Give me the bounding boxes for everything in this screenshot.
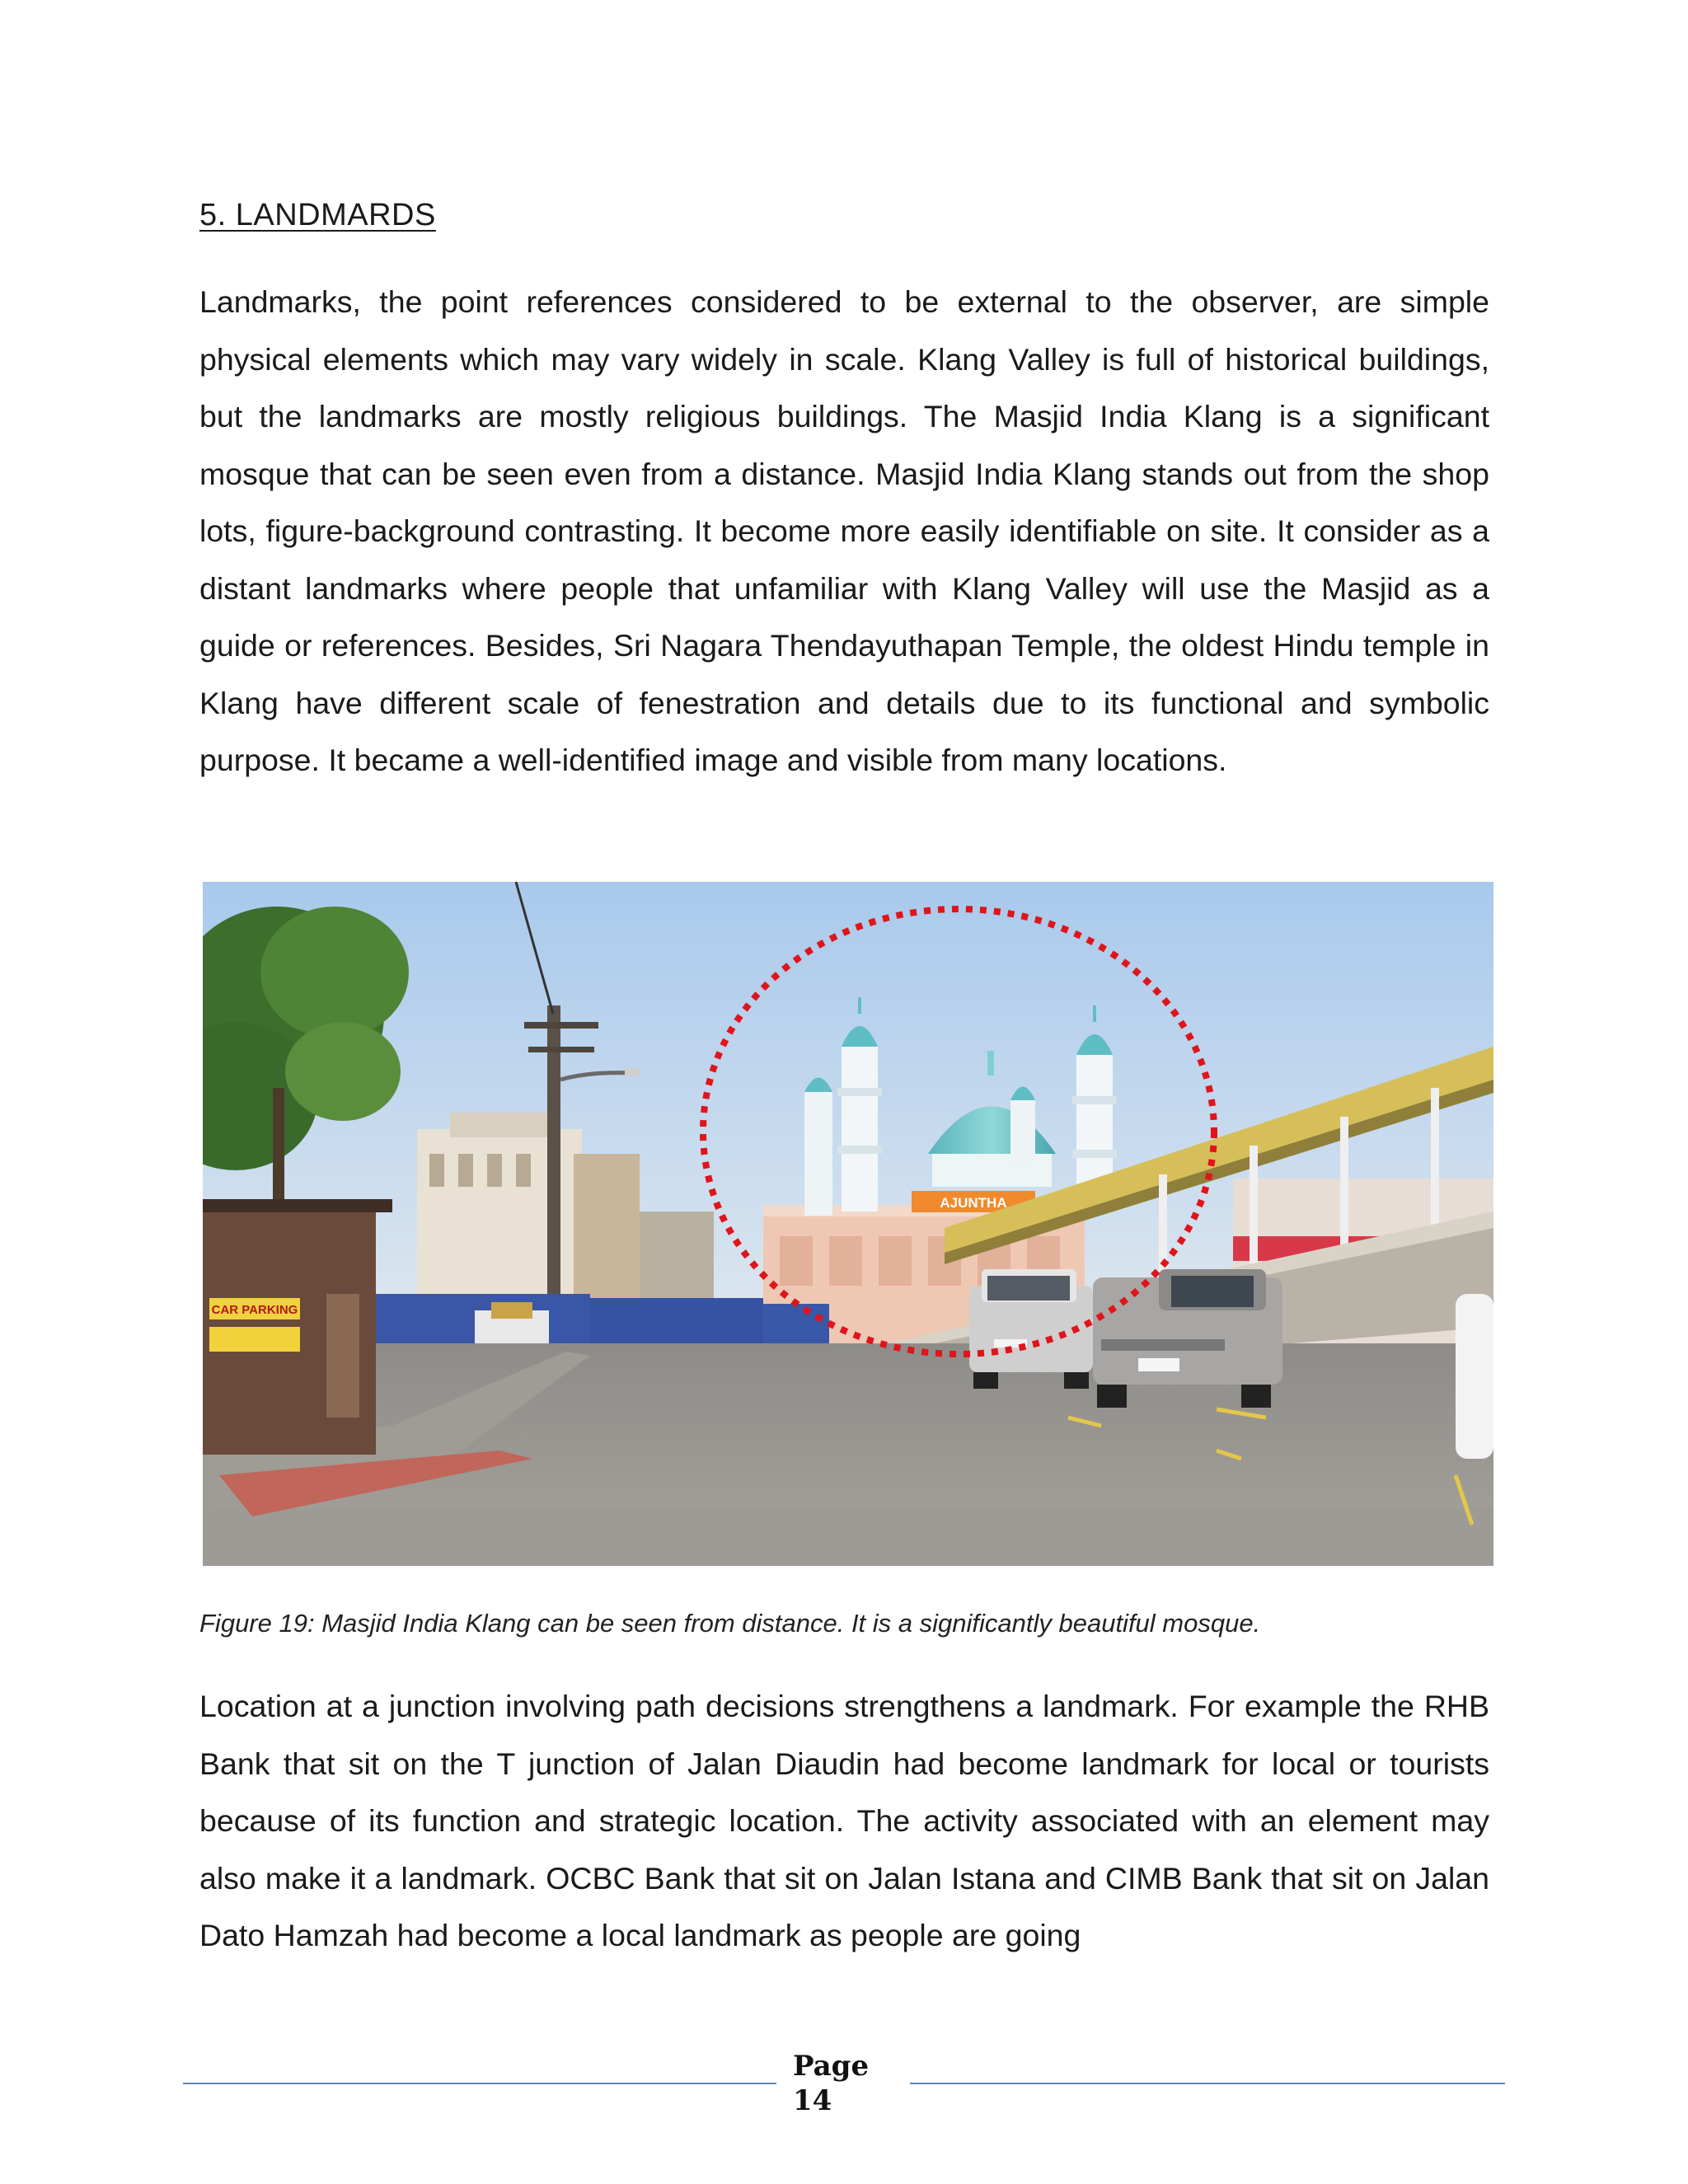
page-word: Page bbox=[793, 2050, 870, 2083]
figure-mosque-photo bbox=[203, 882, 1493, 1566]
section-heading: 5. LANDMARDS bbox=[199, 198, 436, 232]
page-number-label bbox=[793, 2049, 892, 2118]
parking-kiosk bbox=[203, 1199, 392, 1455]
figure-caption: Figure 19: Masjid India Klang can be seen from distance. It is a significantly beautiful mosque. bbox=[199, 1609, 1261, 1638]
shop-sign-text: AJUNTHA bbox=[940, 1195, 1007, 1211]
paragraph-location: Location at a junction involving path decisions strengthens a landmark. For example the RHB Bank that sit on the T junction of Jalan Diaudin had become landmark for local or tourists because of its function and strategic location. The activity associated with an element may also make it a landmark. OCBC Bank that sit on Jalan Istana and CIMB Bank that sit on Jalan Dato Hamzah had become a local landmark as people are going bbox=[199, 1689, 1489, 1952]
page-number: 14 bbox=[793, 2084, 832, 2117]
paragraph-intro: Landmarks, the point references considered to be external to the observer, are simple physical elements which may vary widely in scale. Klang Valley is full of historical buildings, but the landmarks are mostly religious buildings. The Masjid India Klang is a significant mosque that can be seen even from a distance. Masjid India Klang stands out from the shop lots, figure-background contrasting. It become more easily identifiable on site. It consider as a distant landmarks where people that unfamiliar with Klang Valley will use the Masjid as a guide or references. Besides, Sri Nagara Thendayuthapan Temple, the oldest Hindu temple in Klang have different scale of fenestration and details due to its functional and symbolic purpose. It became a well-identified image and visible from many locations. bbox=[199, 284, 1489, 777]
footer-rule-right bbox=[910, 2083, 1505, 2084]
footer-rule-left bbox=[183, 2083, 776, 2084]
car-parking-sign-text: CAR PARKING bbox=[211, 1303, 298, 1317]
